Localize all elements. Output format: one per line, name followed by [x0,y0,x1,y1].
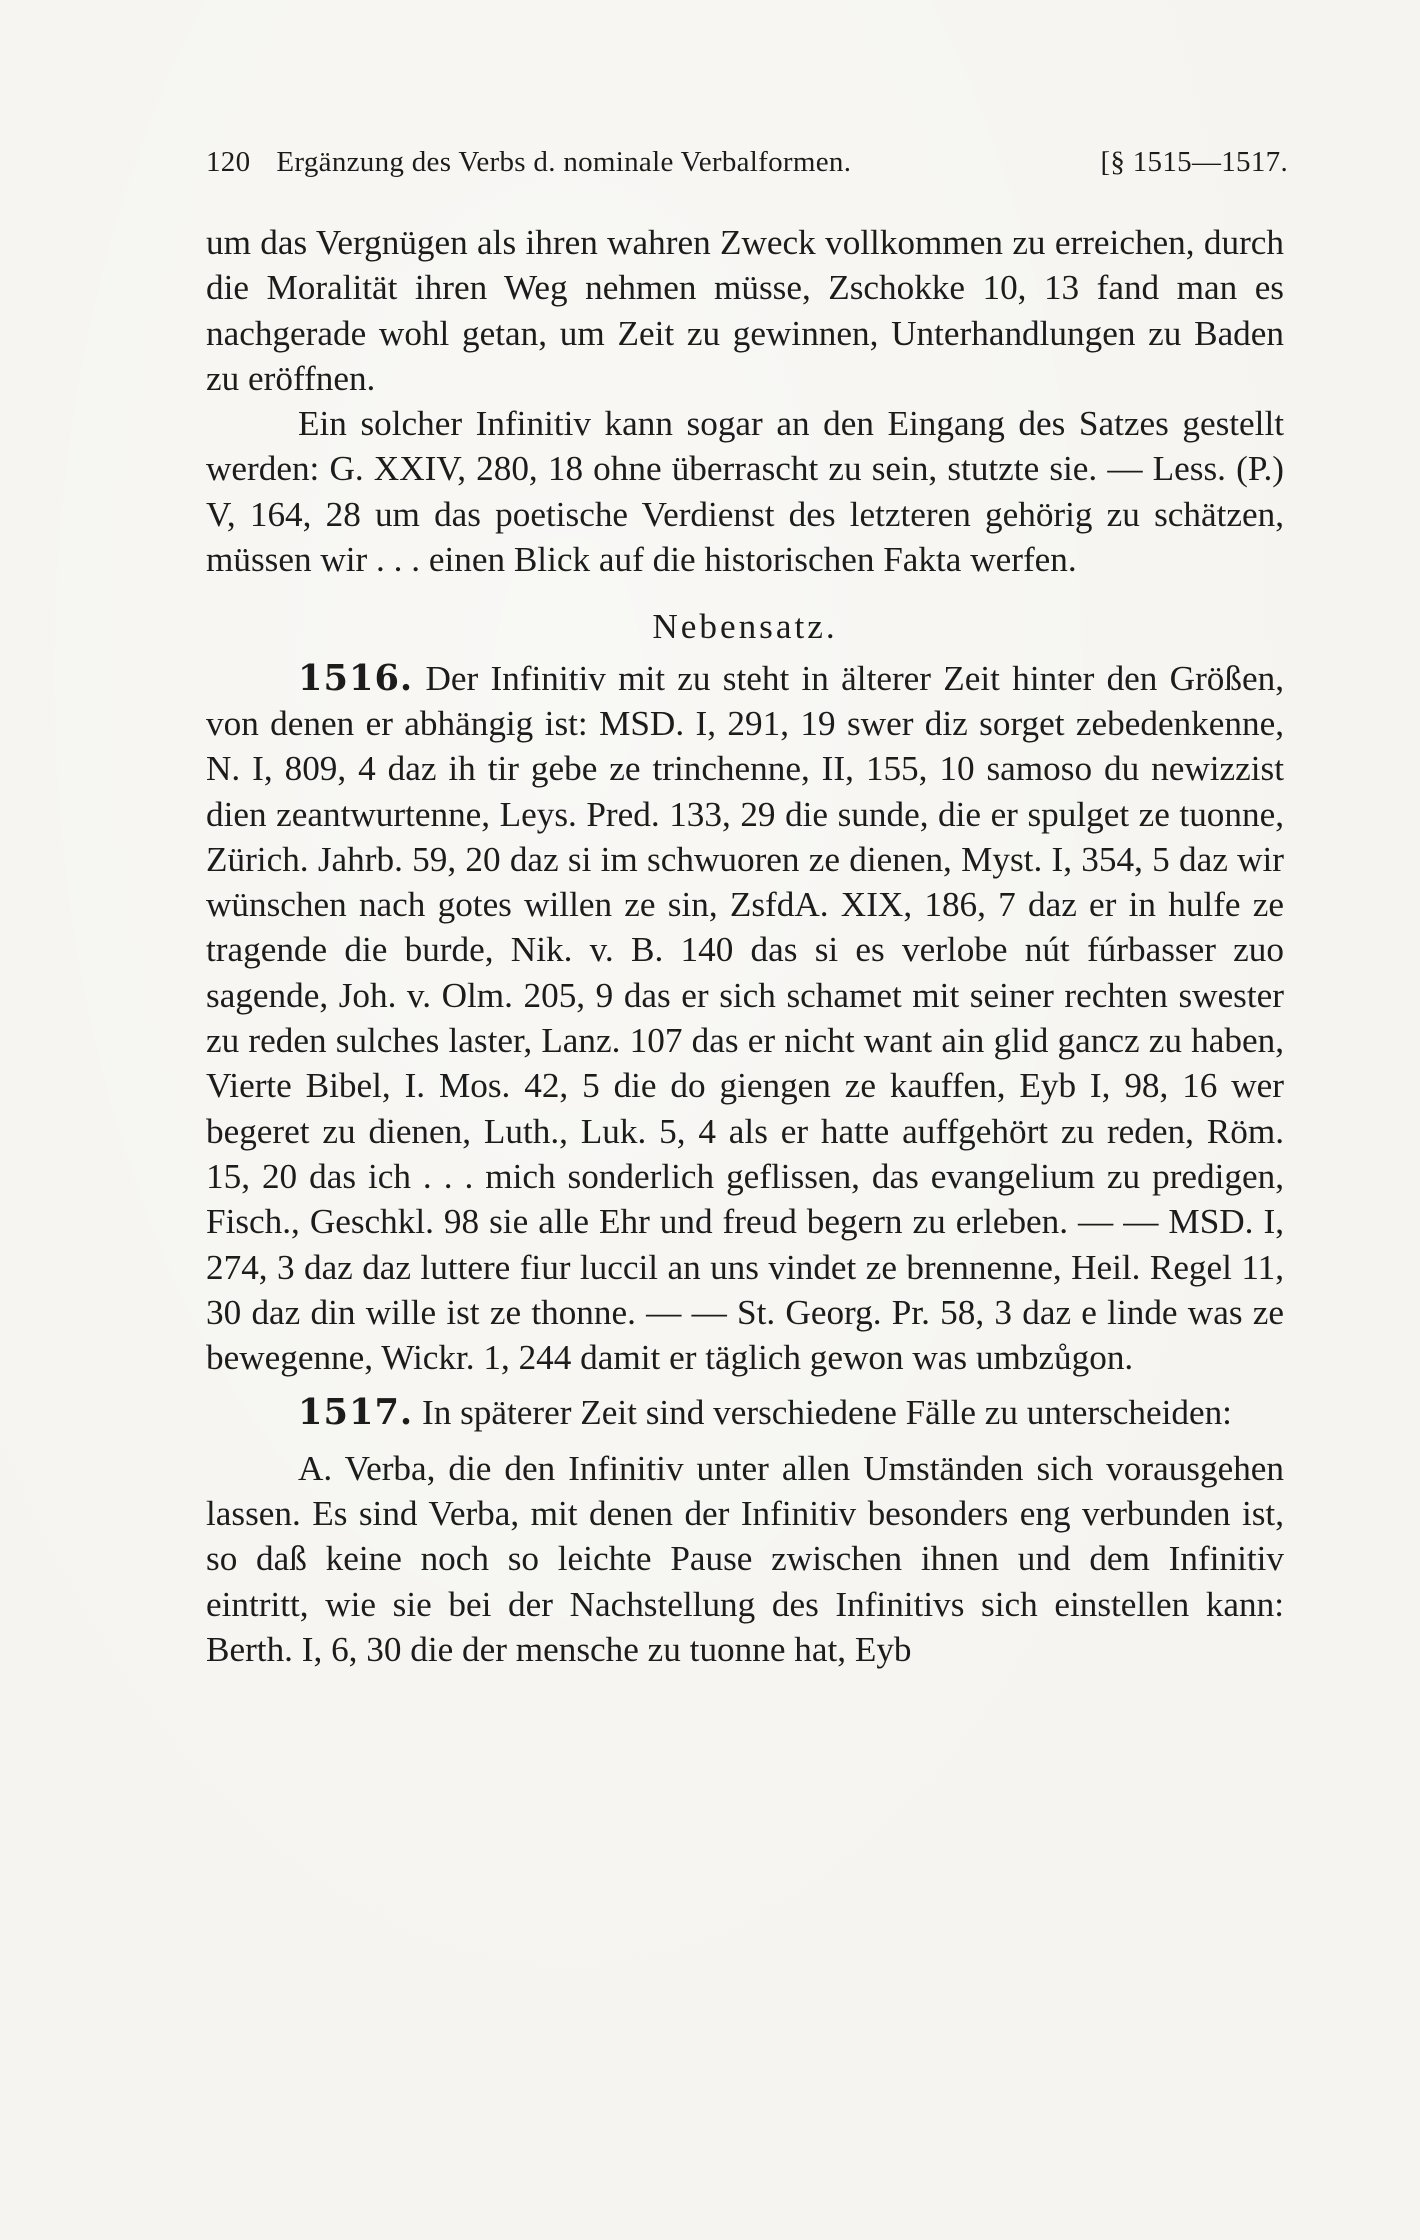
paragraph-1516 [206,656,1284,1381]
page-number: 120 [206,146,251,178]
paragraph-infinitive-front: Ein solcher Infinitiv kann sogar an den Eingang des Satzes gestellt werden: G. XXIV, 280, 18 ohne überrascht zu sein, stutzte sie. — Less. (P.) V, 164, 28 um das poetische Verdienst des letzteren gehörig zu schätzen, müssen wir . . . einen Blick auf die historischen Fakta werfen. [206,404,1284,580]
paragraph-number: 1516. [298,657,414,699]
body-text [206,220,1284,1672]
paragraph-text: In späterer Zeit sind verschiedene Fälle zu unterscheiden: [421,1393,1232,1433]
paragraph-number: 1517. [298,1392,414,1434]
section-heading: Nebensatz. [652,607,838,647]
paragraph-continuation: um das Vergnügen als ihren wahren Zweck vollkommen zu erreichen, durch die Moralität ihren Weg nehmen müsse, Zschokke 10, 13 fand man es nachgerade wohl getan, um Zeit zu gewinnen, Unterhandlungen zu Baden zu eröffnen. [206,223,1284,398]
running-header [206,146,1288,190]
paragraph-1517 [206,1390,1284,1435]
section-range: [§ 1515—1517. [1100,146,1288,178]
running-title: Ergänzung des Verbs d. nominale Verbalformen. [276,146,852,178]
paragraph-case-a: A. Verba, die den Infinitiv unter allen Umständen sich vorausgehen lassen. Es sind Verba, mit denen der Infinitiv besonders eng verbunden ist, so daß keine noch so leichte Pause zwischen ihnen und dem Infinitiv eintritt, wie sie bei der Nachstellung des Infinitivs sich einstellen kann: Berth. I, 6, 30 die der mensche zu tuonne hat, Eyb [206,1448,1284,1669]
paragraph-text: Der Infinitiv mit zu steht in älterer Zeit hinter den Größen, von denen er abhängig ist: MSD. I, 291, 19 swer diz sorget zebedenkenne, N. I, 809, 4 daz ih tir gebe ze trinchenne, II, 155, 10 samoso du newizzist dien zeantwurtenne, Leys. Pred. 133, 29 die sunde, die er spulget ze tuonne, Zürich. Jahrb. 59, 20 daz si im schwuoren ze dienen, Myst. I, 354, 5 daz wir wünschen nach gotes willen ze sin, ZsfdA. XIX, 186, 7 daz er in hulfe ze tragende die burde, Nik. v. B. 140 das si es verlobe nút fúrbasser zuo sagende, Joh. v. Olm. 205, 9 das er sich schamet mit seiner rechten swester zu reden sulches laster, Lanz. 107 das er nicht want ain glid gancz zu haben, Vierte Bibel, I. Mos. 42, 5 die do giengen ze kauffen, Eyb I, 98, 16 wer begeret zu dienen, Luth., Luk. 5, 4 als er hatte auffgehört zu reden, Röm. 15, 20 das ich . . . mich sonderlich geflissen, das evangelium zu predigen, Fisch., Geschkl. 98 sie alle Ehr und freud begern zu erleben. — — MSD. I, 274, 3 daz daz luttere fiur luccil an uns vindet ze brennenne, Heil. Regel 11, 30 daz din wille ist ze thonne. — — St. Georg. Pr. 58, 3 daz e linde was ze bewegenne, Wickr. 1, 244 damit er täglich gewon was umbzůgon. [206,658,1284,1378]
